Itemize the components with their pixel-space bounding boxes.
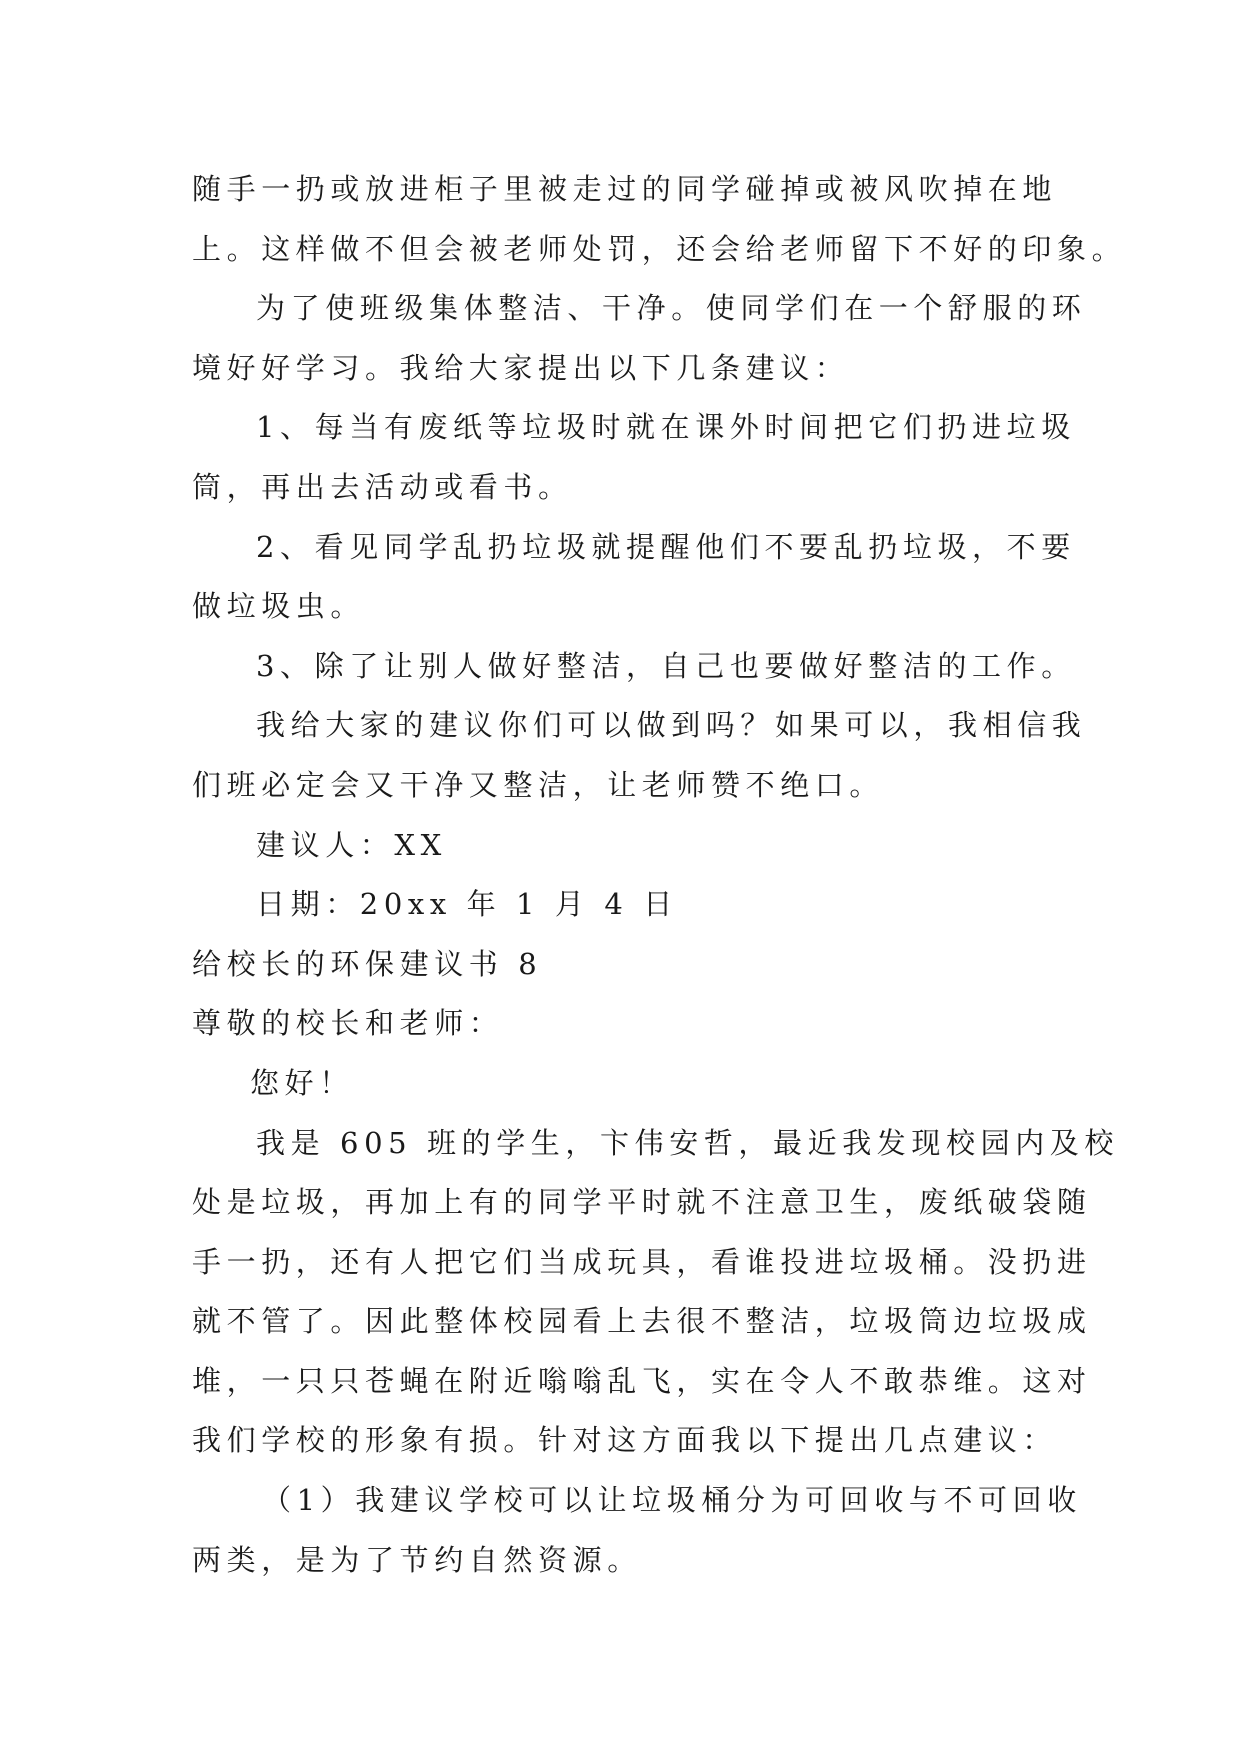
signature-line: 建议人：XX (256, 827, 447, 862)
paragraph-line: 境好好学习。我给大家提出以下几条建议： (192, 350, 850, 385)
paragraph-line: 手一扔，还有人把它们当成玩具，看谁投进垃圾桶。没扔进 (192, 1244, 1092, 1279)
paragraph-line: 我给大家的建议你们可以做到吗？如果可以，我相信我 (256, 708, 1087, 743)
paragraph-line: 处是垃圾，再加上有的同学平时就不注意卫生，废纸破袋随 (192, 1185, 1092, 1220)
document-body (192, 160, 1127, 1590)
paragraph-line: 堆，一只只苍蝇在附近嗡嗡乱飞，实在令人不敢恭维。这对 (192, 1363, 1092, 1398)
list-item-line: （1）我建议学校可以让垃圾桶分为可回收与不可回收 (262, 1483, 1082, 1518)
section-title: 给校长的环保建议书 8 (192, 946, 543, 981)
list-item-line: 两类，是为了节约自然资源。 (192, 1542, 642, 1577)
paragraph-line: 我们学校的形象有损。针对这方面我以下提出几点建议： (192, 1423, 1058, 1458)
list-item-line: 2、看见同学乱扔垃圾就提醒他们不要乱扔垃圾，不要 (256, 529, 1076, 564)
paragraph-line: 上。这样做不但会被老师处罚，还会给老师留下不好的印象。 (192, 231, 1127, 266)
paragraph-line: 我是 605 班的学生，卞伟安哲，最近我发现校园内及校 (256, 1125, 1119, 1160)
date-line: 日期：20xx 年 1 月 4 日 (256, 887, 678, 922)
paragraph-line: 随手一扔或放进柜子里被走过的同学碰掉或被风吹掉在地 (192, 172, 1058, 206)
paragraph-line: 们班必定会又干净又整洁，让老师赞不绝口。 (192, 767, 885, 802)
salutation: 尊敬的校长和老师： (192, 1006, 504, 1041)
list-item-line: 3、除了让别人做好整洁，自己也要做好整洁的工作。 (256, 648, 1076, 683)
paragraph-line: 就不管了。因此整体校园看上去很不整洁，垃圾筒边垃圾成 (192, 1304, 1092, 1339)
list-item-line: 1、每当有废纸等垃圾时就在课外时间把它们扔进垃圾 (256, 410, 1076, 445)
paragraph-line: 为了使班级集体整洁、干净。使同学们在一个舒服的环 (256, 291, 1087, 326)
greeting: 您好！ (250, 1065, 354, 1100)
list-item-line: 做垃圾虫。 (192, 589, 366, 624)
list-item-line: 筒，再出去活动或看书。 (192, 469, 573, 504)
